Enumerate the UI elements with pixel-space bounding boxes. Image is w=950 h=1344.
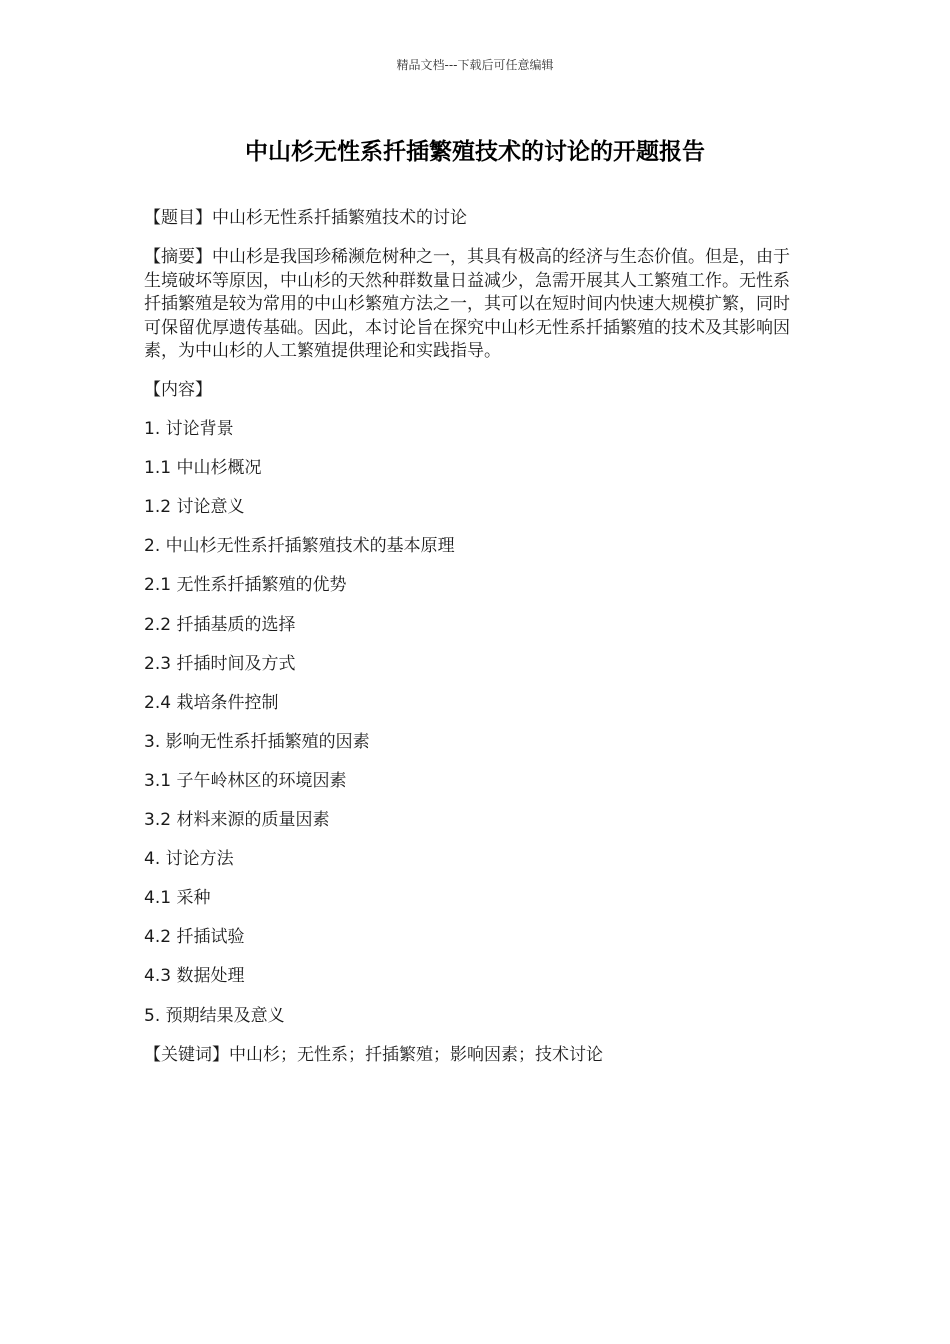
header-note: 精品文档---下载后可任意编辑 bbox=[396, 58, 554, 72]
toc-item: 5. 预期结果及意义 bbox=[144, 1005, 285, 1026]
subject-line: 【题目】中山杉无性系扦插繁殖技术的讨论 bbox=[144, 208, 467, 228]
document-body bbox=[144, 207, 804, 1067]
toc-item: 4.2 扦插试验 bbox=[144, 927, 245, 948]
toc-item: 1. 讨论背景 bbox=[144, 419, 234, 440]
toc-item: 2.3 扦插时间及方式 bbox=[144, 653, 296, 674]
toc-item: 2.1 无性系扦插繁殖的优势 bbox=[144, 575, 347, 596]
toc-item: 4. 讨论方法 bbox=[144, 849, 234, 870]
toc-item: 1.2 讨论意义 bbox=[144, 497, 245, 518]
toc-item: 3.1 子午岭林区的环境因素 bbox=[144, 770, 347, 791]
toc-item: 4.3 数据处理 bbox=[144, 966, 245, 987]
toc-item: 2. 中山杉无性系扦插繁殖技术的基本原理 bbox=[144, 536, 455, 557]
toc-item: 4.1 采种 bbox=[144, 888, 211, 909]
keywords-line: 【关键词】中山杉；无性系；扦插繁殖；影响因素；技术讨论 bbox=[144, 1044, 603, 1065]
abstract-paragraph: 【摘要】中山杉是我国珍稀濒危树种之一，其具有极高的经济与生态价值。但是，由于生境破坏等原因，中山杉的天然种群数量日益减少，急需开展其人工繁殖工作。无性系扦插繁殖是较为常用的中山杉繁殖方法之一，其可以在短时间内快速大规模扩繁，同时可保留优厚遗传基础。因此，本讨论旨在探究中山杉无性系扦插繁殖的技术及其影响因素，为中山杉的人工繁殖提供理论和实践指导。 bbox=[144, 247, 790, 361]
toc-item: 1.1 中山杉概况 bbox=[144, 458, 262, 479]
document-title: 中山杉无性系扦插繁殖技术的讨论的开题报告 bbox=[245, 139, 705, 165]
toc-item: 3. 影响无性系扦插繁殖的因素 bbox=[144, 731, 370, 752]
toc-item: 3.2 材料来源的质量因素 bbox=[144, 810, 330, 831]
toc-item: 2.2 扦插基质的选择 bbox=[144, 614, 296, 635]
toc-item: 2.4 栽培条件控制 bbox=[144, 692, 279, 713]
table-of-contents bbox=[144, 418, 804, 1044]
contents-heading: 【内容】 bbox=[144, 380, 212, 400]
